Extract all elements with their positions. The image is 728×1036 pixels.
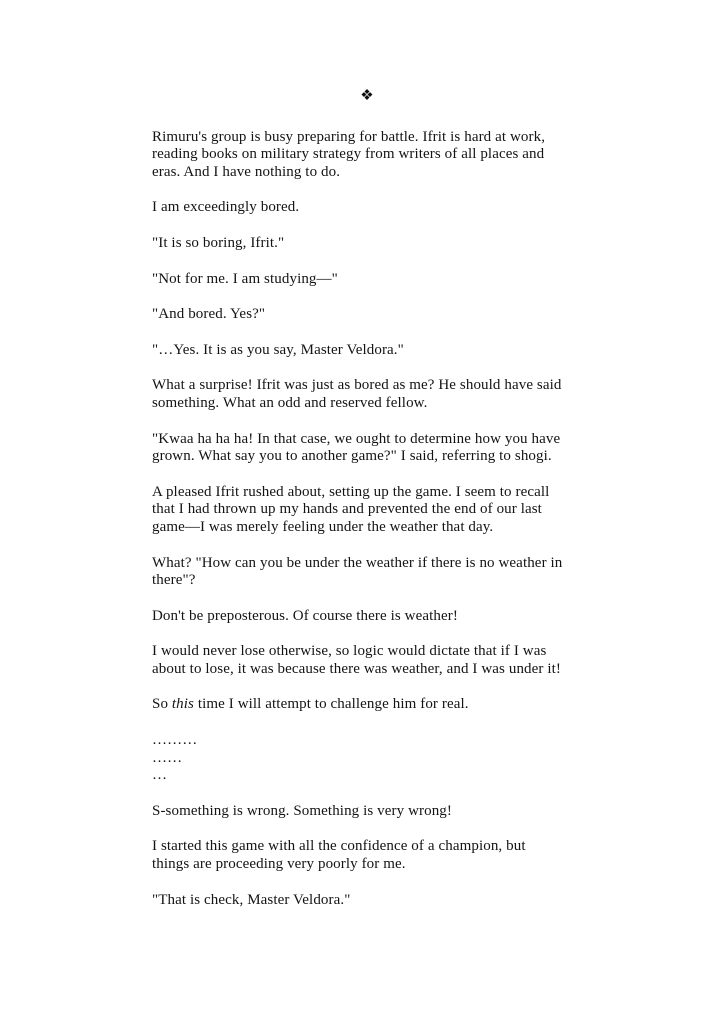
page-paragraphs [152,129,612,910]
paragraph [152,306,612,324]
text-line: "Kwaa ha ha ha! In that case, we ought to determine how you have [152,430,561,447]
text-line: I am exceedingly bored. [152,199,300,216]
paragraph [152,555,612,590]
text-line: A pleased Ifrit rushed about, setting up the game. I seem to recall [152,483,550,500]
paragraph [152,377,612,412]
text-line: S-something is wrong. Something is very wrong! [152,802,452,819]
text-line: What a surprise! Ifrit was just as bored as me? He should have said [152,377,562,394]
text-line: there"? [152,572,196,589]
text-line: things are proceeding very poorly for me. [152,856,406,873]
paragraph [152,484,612,537]
text-line: Don't be preposterous. Of course there is weather! [152,607,458,624]
text-line: "Not for me. I am studying—" [152,270,338,287]
paragraph [152,608,612,626]
paragraph [152,696,612,714]
paragraph [152,235,612,253]
text-line: "And bored. Yes?" [152,306,266,323]
text-line: something. What an odd and reserved fellow. [152,394,428,411]
paragraph [152,838,612,873]
section-divider-ornament: ❖ [360,88,374,104]
text-line: "…Yes. It is as you say, Master Veldora." [152,341,404,358]
text-line: I would never lose otherwise, so logic would dictate that if I was [152,643,547,660]
text-line: that I had thrown up my hands and prevented the end of our last [152,501,542,518]
paragraph [152,199,612,217]
text-line: Rimuru's group is busy preparing for battle. Ifrit is hard at work, [152,128,546,145]
text-line: "It is so boring, Ifrit." [152,234,285,251]
paragraph [152,342,612,360]
text-line: I started this game with all the confidence of a champion, but [152,838,526,855]
text-line: game—I was merely feeling under the weather that day. [152,518,494,535]
text-line: …… [152,749,183,766]
text-line: So this time I will attempt to challenge him for real. [152,696,469,713]
text-line: eras. And I have nothing to do. [152,163,341,180]
text-line: "That is check, Master Veldora." [152,891,351,908]
paragraph [152,271,612,289]
text-line: reading books on military strategy from writers of all places and [152,146,545,163]
text-line: about to lose, it was because there was weather, and I was under it! [152,660,561,677]
paragraph [152,431,612,466]
text-line: What? "How can you be under the weather if there is no weather in [152,554,563,571]
paragraph [152,892,612,910]
paragraph [152,129,612,182]
book-page [152,88,612,927]
italic-text: this [171,696,194,713]
paragraph [152,803,612,821]
text-line: … [152,767,168,784]
text-line: grown. What say you to another game?" I said, referring to shogi. [152,448,552,465]
text-line: ……… [152,732,198,749]
paragraph [152,643,612,678]
paragraph [152,732,612,785]
